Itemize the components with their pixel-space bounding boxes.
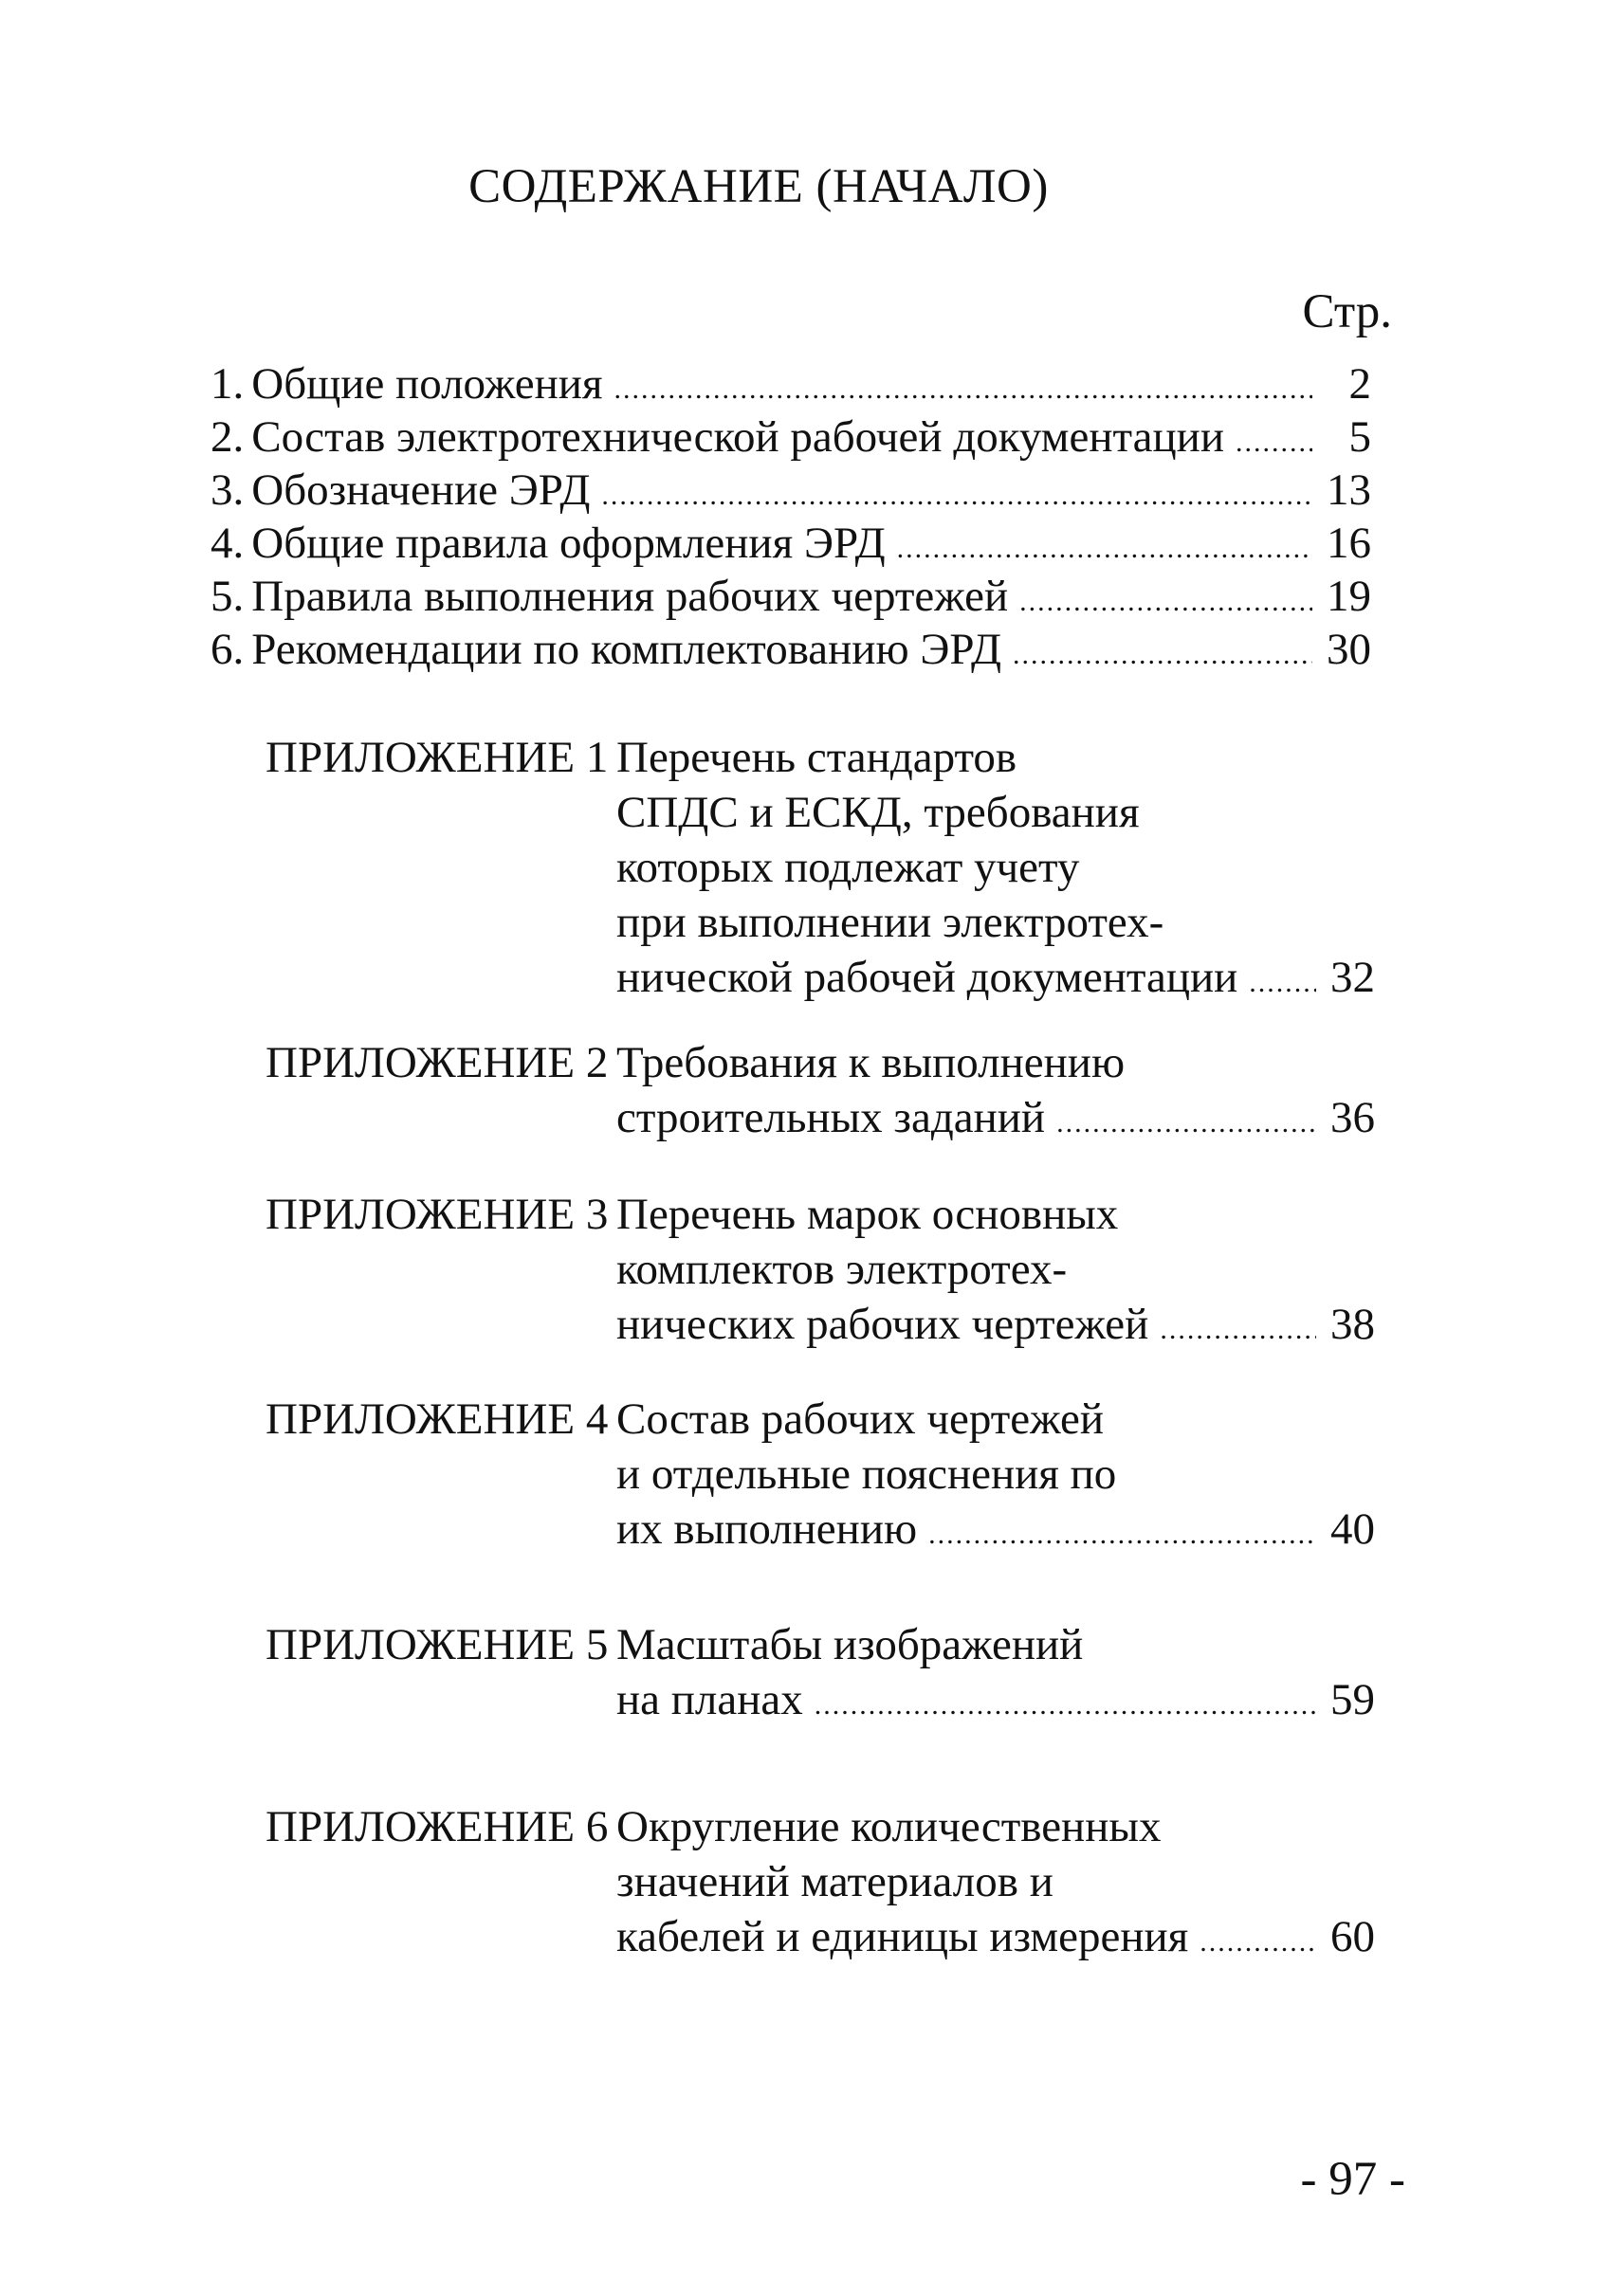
appendix-title-line: значений материалов и bbox=[616, 1857, 1053, 1906]
toc-item-title: Состав электротехнической рабочей документации bbox=[251, 412, 1224, 462]
appendix-title-line: на планах bbox=[616, 1675, 803, 1724]
toc-item-title: Рекомендации по комплектованию ЭРД bbox=[251, 625, 1002, 674]
appendix-title-line: которых подлежат учету bbox=[616, 843, 1080, 892]
dot-leader bbox=[614, 374, 1312, 406]
appendix-title-line: Перечень стандартов bbox=[616, 733, 1017, 782]
appendix-title-line: и отдельные пояснения по bbox=[616, 1449, 1117, 1499]
appendix-title-line: кабелей и единицы измерения bbox=[616, 1912, 1189, 1961]
appendix-title-line: строительных заданий bbox=[616, 1093, 1046, 1142]
appendix-page: 36 bbox=[1330, 1093, 1375, 1142]
appendix-page: 32 bbox=[1330, 953, 1375, 1002]
appendix-page: 40 bbox=[1330, 1504, 1375, 1554]
dot-leader bbox=[897, 533, 1312, 565]
appendix-title-line: Перечень марок основных bbox=[616, 1190, 1119, 1239]
toc-item-title: Общие положения bbox=[251, 359, 603, 409]
page-number: - 97 - bbox=[1300, 2153, 1405, 2206]
page-title: СОДЕРЖАНИЕ (НАЧАЛО) bbox=[468, 160, 1049, 213]
appendix-title-line: СПДС и ЕСКД, требования bbox=[616, 788, 1140, 837]
appendix-label: ПРИЛОЖЕНИЕ 3 bbox=[266, 1190, 609, 1239]
toc-item[interactable] bbox=[211, 571, 1371, 624]
appendix-page: 38 bbox=[1330, 1300, 1375, 1349]
dot-leader bbox=[1019, 586, 1312, 618]
page-column-label: Стр. bbox=[1302, 285, 1392, 338]
appendix-label: ПРИЛОЖЕНИЕ 1 bbox=[266, 733, 609, 782]
appendix-title-line: Требования к выполнению bbox=[616, 1038, 1126, 1087]
appendix-title-line: Округление количественных bbox=[616, 1802, 1162, 1851]
dot-leader bbox=[601, 480, 1312, 512]
toc-item-page: 13 bbox=[1327, 465, 1371, 515]
appendix-label: ПРИЛОЖЕНИЕ 2 bbox=[266, 1038, 609, 1087]
toc-item-title: Общие правила оформления ЭРД bbox=[251, 519, 886, 568]
toc-item-page: 19 bbox=[1327, 572, 1371, 621]
dot-leader bbox=[1200, 1926, 1316, 1959]
appendix-6[interactable] bbox=[266, 1801, 1375, 1966]
toc-item[interactable] bbox=[211, 465, 1371, 518]
dot-leader bbox=[1056, 1107, 1316, 1139]
table-of-contents bbox=[211, 358, 1371, 677]
toc-item[interactable] bbox=[211, 624, 1371, 677]
toc-item-number: 1. bbox=[211, 359, 245, 409]
appendix-page: 59 bbox=[1330, 1675, 1375, 1724]
appendix-label: ПРИЛОЖЕНИЕ 6 bbox=[266, 1802, 609, 1851]
dot-leader bbox=[928, 1519, 1316, 1551]
toc-item[interactable] bbox=[211, 411, 1371, 465]
toc-item[interactable] bbox=[211, 518, 1371, 571]
appendix-1[interactable] bbox=[266, 732, 1375, 1007]
appendix-label: ПРИЛОЖЕНИЕ 4 bbox=[266, 1394, 609, 1444]
dot-leader bbox=[1249, 967, 1316, 999]
toc-item-number: 4. bbox=[211, 519, 245, 568]
dot-leader bbox=[1236, 427, 1312, 459]
appendix-label: ПРИЛОЖЕНИЕ 5 bbox=[266, 1620, 609, 1669]
dot-leader bbox=[815, 1689, 1316, 1722]
appendix-title-line: нической рабочей документации bbox=[616, 953, 1238, 1002]
toc-item-number: 2. bbox=[211, 412, 245, 462]
toc-item-page: 30 bbox=[1327, 625, 1371, 674]
appendix-title-line: при выполнении электротех- bbox=[616, 898, 1164, 947]
appendix-title-line: Масштабы изображений bbox=[616, 1620, 1084, 1669]
appendix-page: 60 bbox=[1330, 1912, 1375, 1961]
toc-item[interactable] bbox=[211, 358, 1371, 411]
toc-item-title: Правила выполнения рабочих чертежей bbox=[251, 572, 1009, 621]
appendix-title-line: Состав рабочих чертежей bbox=[616, 1394, 1105, 1444]
appendix-title-line: комплектов электротех- bbox=[616, 1245, 1068, 1294]
toc-item-page: 2 bbox=[1348, 359, 1371, 409]
toc-item-number: 5. bbox=[211, 572, 245, 621]
appendix-title-line: их выполнению bbox=[616, 1504, 918, 1554]
toc-item-title: Обозначение ЭРД bbox=[251, 465, 591, 515]
appendix-5[interactable] bbox=[266, 1619, 1375, 1729]
appendix-title-line: нических рабочих чертежей bbox=[616, 1300, 1149, 1349]
toc-item-page: 16 bbox=[1327, 519, 1371, 568]
appendix-4[interactable] bbox=[266, 1394, 1375, 1558]
dot-leader bbox=[1160, 1314, 1316, 1346]
dot-leader bbox=[1013, 639, 1312, 671]
appendix-3[interactable] bbox=[266, 1189, 1375, 1354]
toc-item-number: 3. bbox=[211, 465, 245, 515]
appendix-2[interactable] bbox=[266, 1037, 1375, 1147]
toc-item-page: 5 bbox=[1348, 412, 1371, 462]
toc-item-number: 6. bbox=[211, 625, 245, 674]
